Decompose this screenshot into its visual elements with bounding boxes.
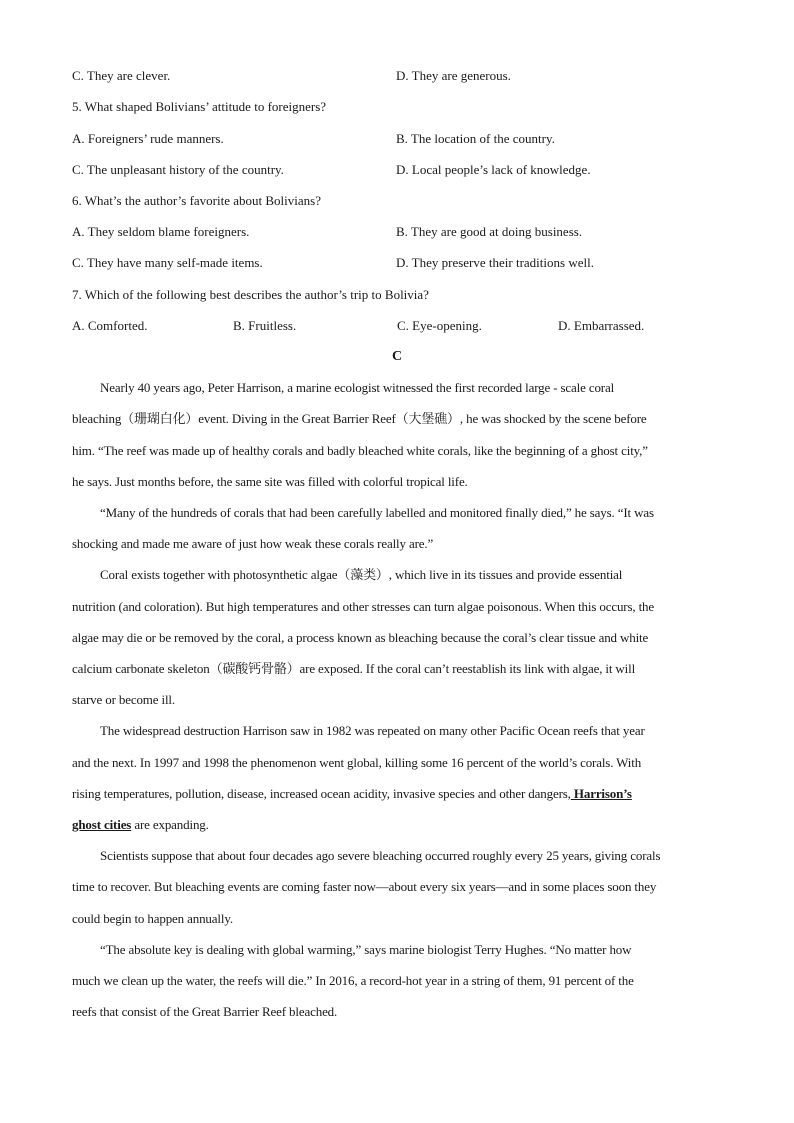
q7-options-row xyxy=(72,316,732,336)
q7-option-a[interactable]: A. Comforted. xyxy=(72,318,148,333)
passage-text: are expanding. xyxy=(131,817,209,832)
q7-option-b[interactable]: B. Fruitless. xyxy=(233,318,297,333)
q7-question-text: 7. Which of the following best describes the author’s trip to Bolivia? xyxy=(72,287,429,302)
passage-line: shocking and made me aware of just how weak these corals really are.” xyxy=(72,536,434,551)
q7-question xyxy=(72,285,732,305)
q5-option-d[interactable]: D. Local people’s lack of knowledge. xyxy=(396,162,591,177)
q5-options-row-1 xyxy=(72,129,732,149)
passage-line: Coral exists together with photosynthetic algae（藻类）, which live in its tissues and provide essential xyxy=(100,567,623,582)
passage-line: “The absolute key is dealing with global warming,” says marine biologist Terry Hughes. “No matter how xyxy=(100,942,632,957)
q6-option-a[interactable]: A. They seldom blame foreigners. xyxy=(72,224,250,239)
passage-line: much we clean up the water, the reefs will die.” In 2016, a record-hot year in a string of them, 91 percent of the xyxy=(72,973,634,988)
q5-question xyxy=(72,97,732,117)
q7-option-c[interactable]: C. Eye-opening. xyxy=(397,318,482,333)
q6-options-row-1 xyxy=(72,222,732,242)
passage-line: Nearly 40 years ago, Peter Harrison, a marine ecologist witnessed the first recorded large - scale coral xyxy=(100,380,615,395)
q4-option-c[interactable]: C. They are clever. xyxy=(72,68,171,83)
passage-line: “Many of the hundreds of corals that had been carefully labelled and monitored finally died,” he says. “It was xyxy=(100,505,654,520)
passage-line: nutrition (and coloration). But high temperatures and other stresses can turn algae poisonous. When this occurs, the xyxy=(72,599,655,614)
passage-line: he says. Just months before, the same site was filled with colorful tropical life. xyxy=(72,474,468,489)
q6-option-b[interactable]: B. They are good at doing business. xyxy=(396,224,583,239)
q6-option-c[interactable]: C. They have many self-made items. xyxy=(72,255,263,270)
passage-line: bleaching（珊瑚白化）event. Diving in the Great Barrier Reef（大堡礁）, he was shocked by the scene before xyxy=(72,411,647,426)
passage-text: rising temperatures, pollution, disease, increased ocean acidity, invasive species and other dangers, xyxy=(72,786,571,801)
passage-line: could begin to happen annually. xyxy=(72,911,233,926)
passage-line xyxy=(72,784,724,804)
q6-option-d[interactable]: D. They preserve their traditions well. xyxy=(396,255,594,270)
underlined-phrase: Harrison’s xyxy=(570,786,632,801)
passage-line: Scientists suppose that about four decades ago severe bleaching occurred roughly every 25 years, giving corals xyxy=(100,848,661,863)
passage-line: calcium carbonate skeleton（碳酸钙骨骼）are exposed. If the coral can’t reestablish its link with algae, it will xyxy=(72,661,636,676)
q6-question xyxy=(72,191,732,211)
section-title: C xyxy=(391,349,403,364)
passage-line: algae may die or be removed by the coral, a process known as bleaching because the coral’s clear tissue and white xyxy=(72,630,649,645)
passage-line xyxy=(72,815,724,835)
q7-option-d[interactable]: D. Embarrassed. xyxy=(558,318,645,333)
underlined-phrase: ghost cities xyxy=(72,817,132,832)
q6-question-text: 6. What’s the author’s favorite about Bolivians? xyxy=(72,193,321,208)
q5-option-b[interactable]: B. The location of the country. xyxy=(396,131,555,146)
q5-question-text: 5. What shaped Bolivians’ attitude to foreigners? xyxy=(72,99,327,114)
passage-line: The widespread destruction Harrison saw in 1982 was repeated on many other Pacific Ocean reefs that year xyxy=(100,723,645,738)
passage-line: and the next. In 1997 and 1998 the phenomenon went global, killing some 16 percent of the world’s corals. With xyxy=(72,755,642,770)
q4-options-row xyxy=(72,66,732,86)
q5-option-a[interactable]: A. Foreigners’ rude manners. xyxy=(72,131,224,146)
passage-line: starve or become ill. xyxy=(72,692,175,707)
passage-line: reefs that consist of the Great Barrier Reef bleached. xyxy=(72,1004,338,1019)
passage-line: time to recover. But bleaching events are coming faster now—about every six years—and in some places soon they xyxy=(72,879,657,894)
q6-options-row-2 xyxy=(72,253,732,273)
q5-option-c[interactable]: C. The unpleasant history of the country. xyxy=(72,162,284,177)
q4-option-d[interactable]: D. They are generous. xyxy=(396,68,511,83)
q5-options-row-2 xyxy=(72,160,732,180)
passage-line: him. “The reef was made up of healthy corals and badly bleached white corals, like the beginning of a ghost city,” xyxy=(72,443,648,458)
